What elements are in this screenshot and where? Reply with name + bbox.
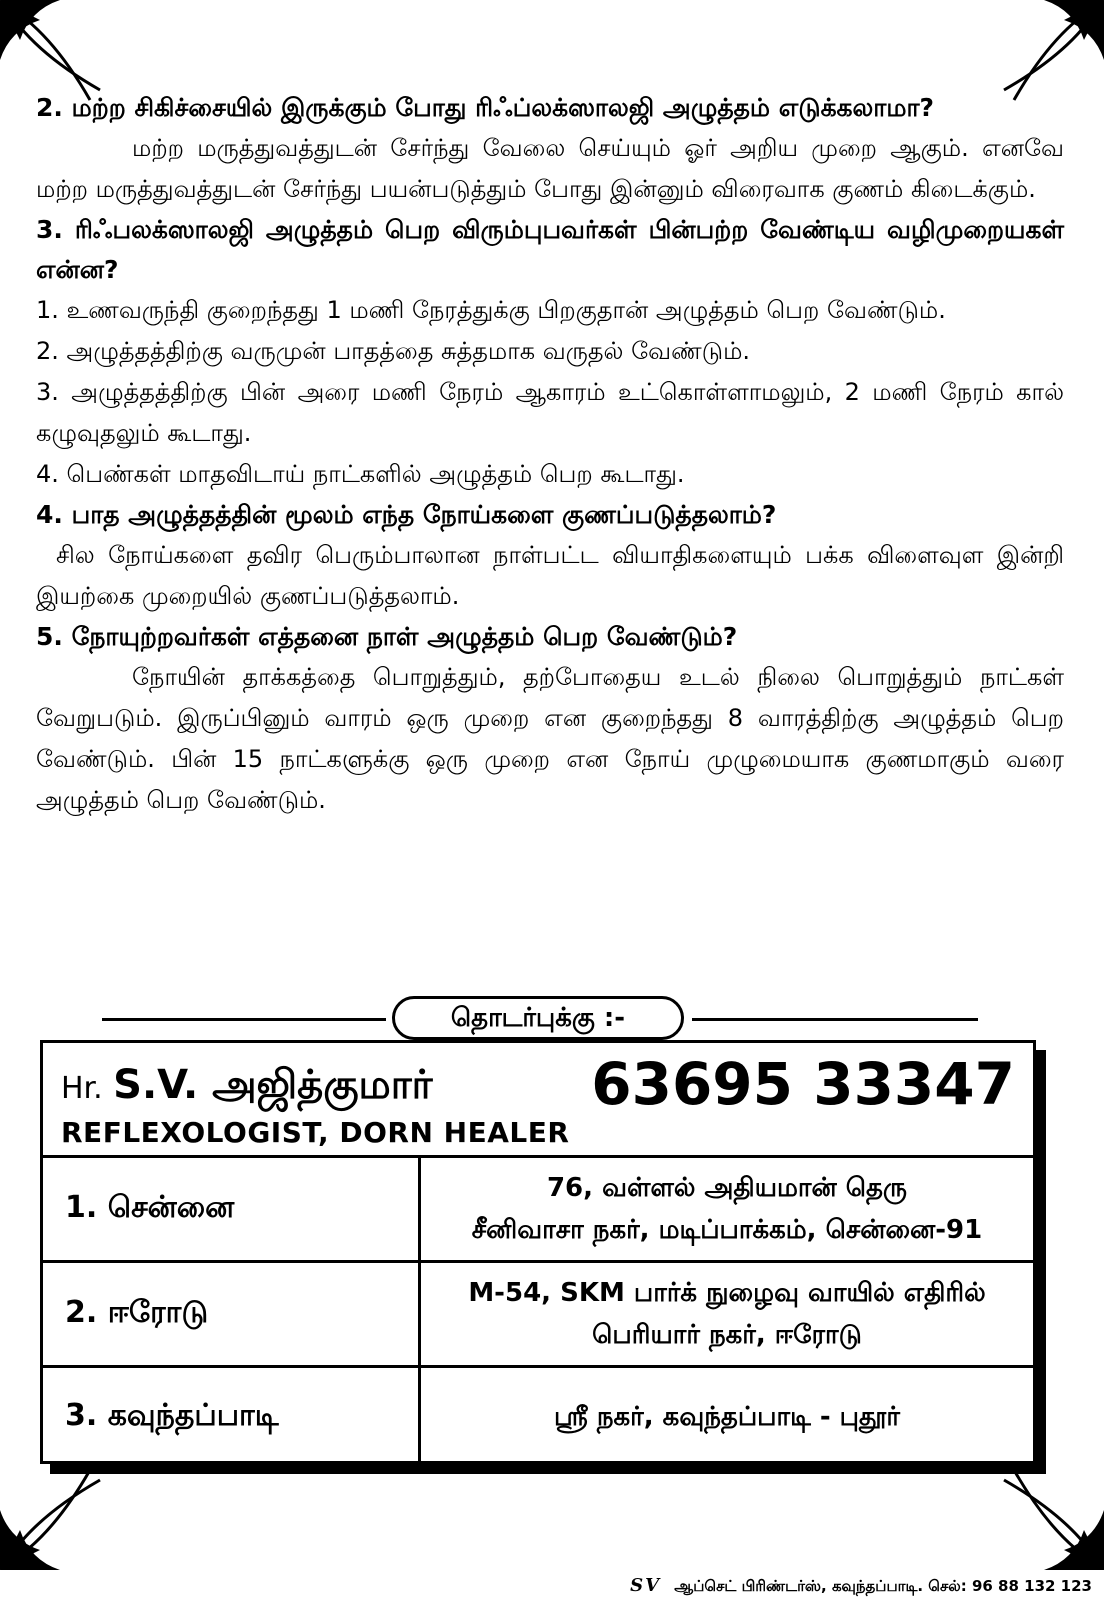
question-5-answer: நோயின் தாக்கத்தை பொறுத்தும், தற்போதைய உடல் நிலை பொறுத்தும் நாட்கள் வேறுபடும். இருப்பினும் வாரம் ஒரு முறை என குறைந்தது 8 வாரத்திற்கு அழுத்தம் பெற வேண்டும். பின் 15 நாட்களுக்கு ஒரு முறை என நோய் முழுமையாக குணமாகும் வரை அழுத்தம் பெற வேண்டும். — [36, 663, 1064, 814]
branch-city: 2. ஈரோடு — [43, 1262, 420, 1367]
faq-content — [36, 88, 1064, 821]
question-4-title: 4. பாத அழுத்தத்தின் மூலம் எந்த நோய்களை குணப்படுத்தலாம்? — [36, 500, 777, 529]
contact-heading: தொடர்புக்கு :- — [392, 996, 684, 1040]
table-row — [43, 1367, 1033, 1467]
branch-city: 3. கவுந்தப்பாடி — [43, 1367, 420, 1467]
question-3-point-3: 3. அழுத்தத்திற்கு பின் அரை மணி நேரம் ஆகாரம் உட்கொள்ளாமலும், 2 மணி நேரம் கால் கழுவுதலும் கூடாது. — [36, 378, 1064, 447]
practitioner-role: REFLEXOLOGIST, DORN HEALER — [61, 1116, 570, 1149]
question-2-answer: மற்ற மருத்துவத்துடன் சேர்ந்து வேலை செய்யும் ஓர் அறிய முறை ஆகும். எனவே மற்ற மருத்துவத்துடன் சேர்ந்து பயன்படுத்தும் போது இன்னும் விரைவாக குணம் கிடைக்கும். — [36, 134, 1065, 203]
branch-address — [420, 1157, 1034, 1262]
address-line-1: 76, வள்ளல் அதியமான் தெரு — [546, 1173, 908, 1203]
question-3-point-2: 2. அழுத்தத்திற்கு வருமுன் பாதத்தை சுத்தமாக வருதல் வேண்டும். — [36, 337, 751, 365]
table-row — [43, 1262, 1033, 1367]
address-line-2: பெரியார் நகர், ஈரோடு — [592, 1320, 862, 1350]
branch-address-table — [43, 1155, 1033, 1466]
practitioner-name-line — [61, 1057, 433, 1117]
question-3-point-4: 4. பெண்கள் மாதவிடாய் நாட்களில் அழுத்தம் பெற கூடாது. — [36, 460, 685, 488]
printer-logo: SV — [630, 1575, 662, 1596]
divider-right — [692, 1018, 978, 1021]
corner-ornament-bottom-left — [0, 1450, 120, 1570]
address-line-1: M-54, SKM பார்க் நுழைவு வாயில் எதிரில் — [468, 1278, 986, 1308]
question-3-title: 3. ரிஃபலக்ஸாலஜி அழுத்தம் பெற விரும்புபவர்கள் பின்பற்ற வேண்டிய வழிமுறையகள் என்ன? — [36, 215, 1064, 284]
phone-number[interactable]: 63695 33347 — [591, 1050, 1015, 1118]
question-4-answer: சில நோய்களை தவிர பெரும்பாலான நாள்பட்ட வியாதிகளையும் பக்க விளைவுள இன்றி இயற்கை முறையில் குணப்படுத்தலாம். — [36, 541, 1064, 610]
address-line-2: சீனிவாசா நகர், மடிப்பாக்கம், சென்னை-91 — [471, 1215, 983, 1245]
branch-address — [420, 1367, 1034, 1467]
address-line-1: ஸ்ரீ நகர், கவுந்தப்பாடி - புதூர் — [553, 1402, 901, 1432]
honorific: Hr. — [61, 1071, 103, 1106]
printer-footer — [630, 1576, 1092, 1596]
printer-credit: ஆப்செட் பிரிண்டர்ஸ், கவுந்தப்பாடி. செல்: 96 88 132 123 — [674, 1577, 1092, 1595]
corner-ornament-bottom-right — [984, 1450, 1104, 1570]
branch-city: 1. சென்னை — [43, 1157, 420, 1262]
divider-left — [102, 1018, 386, 1021]
question-3-point-1: 1. உணவருந்தி குறைந்தது 1 மணி நேரத்துக்கு பிறகுதான் அழுத்தம் பெற வேண்டும். — [36, 296, 946, 324]
contact-box — [40, 1040, 1036, 1464]
contact-heading-row — [102, 996, 978, 1044]
practitioner-name: S.V. அஜித்குமார் — [113, 1062, 433, 1108]
branch-address — [420, 1262, 1034, 1367]
question-5-title: 5. நோயுற்றவர்கள் எத்தனை நாள் அழுத்தம் பெற வேண்டும்? — [36, 622, 738, 651]
table-row — [43, 1157, 1033, 1262]
question-2-title: 2. மற்ற சிகிச்சையில் இருக்கும் போது ரிஃப்லக்ஸாலஜி அழுத்தம் எடுக்கலாமா? — [36, 93, 935, 122]
